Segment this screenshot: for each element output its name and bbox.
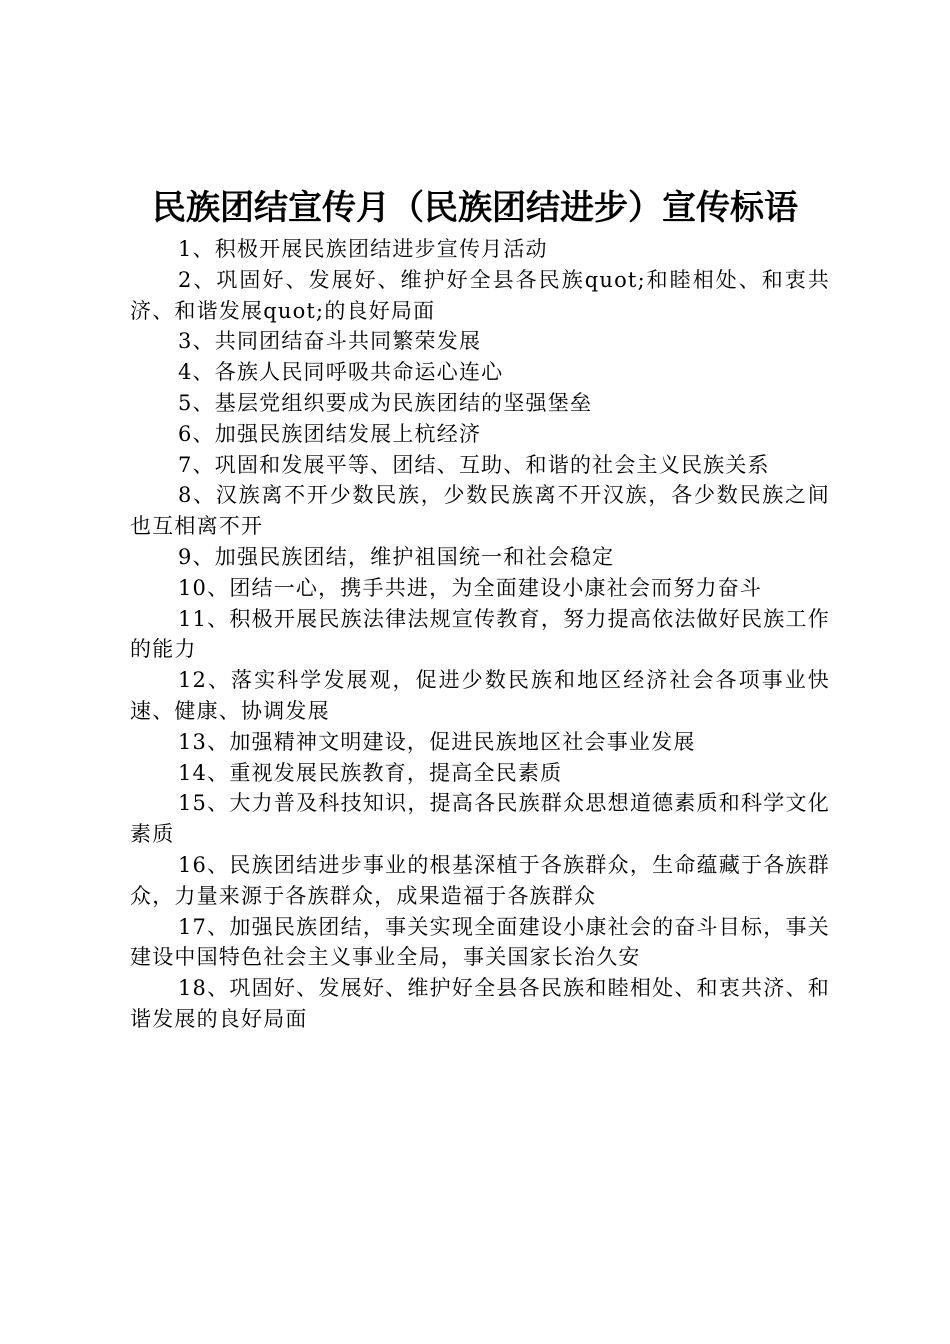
slogan-item: 2、巩固好、发展好、维护好全县各民族quot;和睦相处、和衷共济、和谐发展quot;的良好局面	[130, 267, 830, 323]
slogan-item: 3、共同团结奋斗共同繁荣发展	[178, 329, 482, 354]
slogan-item: 17、加强民族团结，事关实现全面建设小康社会的奋斗目标，事关建设中国特色社会主义事业全局，事关国家长治久安	[130, 914, 830, 970]
slogan-item: 15、大力普及科技知识，提高各民族群众思想道德素质和科学文化素质	[130, 791, 830, 847]
slogan-item: 11、积极开展民族法律法规宣传教育，努力提高依法做好民族工作的能力	[130, 606, 830, 662]
slogan-item: 9、加强民族团结，维护祖国统一和社会稳定	[178, 544, 615, 569]
slogan-item: 12、落实科学发展观，促进少数民族和地区经济社会各项事业快速、健康、协调发展	[130, 668, 830, 723]
slogan-item: 13、加强精神文明建设，促进民族地区社会事业发展	[178, 729, 696, 754]
document-title: 民族团结宣传月（民族团结进步）宣传标语	[152, 188, 798, 228]
slogan-item: 7、巩固和发展平等、团结、互助、和谐的社会主义民族关系	[178, 452, 770, 477]
slogan-item: 16、民族团结进步事业的根基深植于各族群众，生命蕴藏于各族群众，力量来源于各族群众，成果造福于各族群众	[130, 852, 830, 908]
slogan-item: 5、基层党组织要成为民族团结的坚强堡垒	[178, 390, 593, 415]
slogan-item: 6、加强民族团结发展上杭经济	[178, 421, 482, 446]
slogan-item: 1、积极开展民族团结进步宣传月活动	[178, 237, 548, 261]
slogan-item: 14、重视发展民族教育，提高全民素质	[178, 760, 563, 785]
slogan-item: 4、各族人民同呼吸共命运心连心	[178, 360, 504, 385]
slogan-item: 10、团结一心，携手共进，为全面建设小康社会而努力奋斗	[178, 575, 763, 600]
slogan-list	[130, 234, 830, 1035]
slogan-item: 18、巩固好、发展好、维护好全县各民族和睦相处、和衷共济、和谐发展的良好局面	[130, 976, 830, 1031]
slogan-item: 8、汉族离不开少数民族，少数民族离不开汉族，各少数民族之间也互相离不开	[130, 483, 830, 539]
